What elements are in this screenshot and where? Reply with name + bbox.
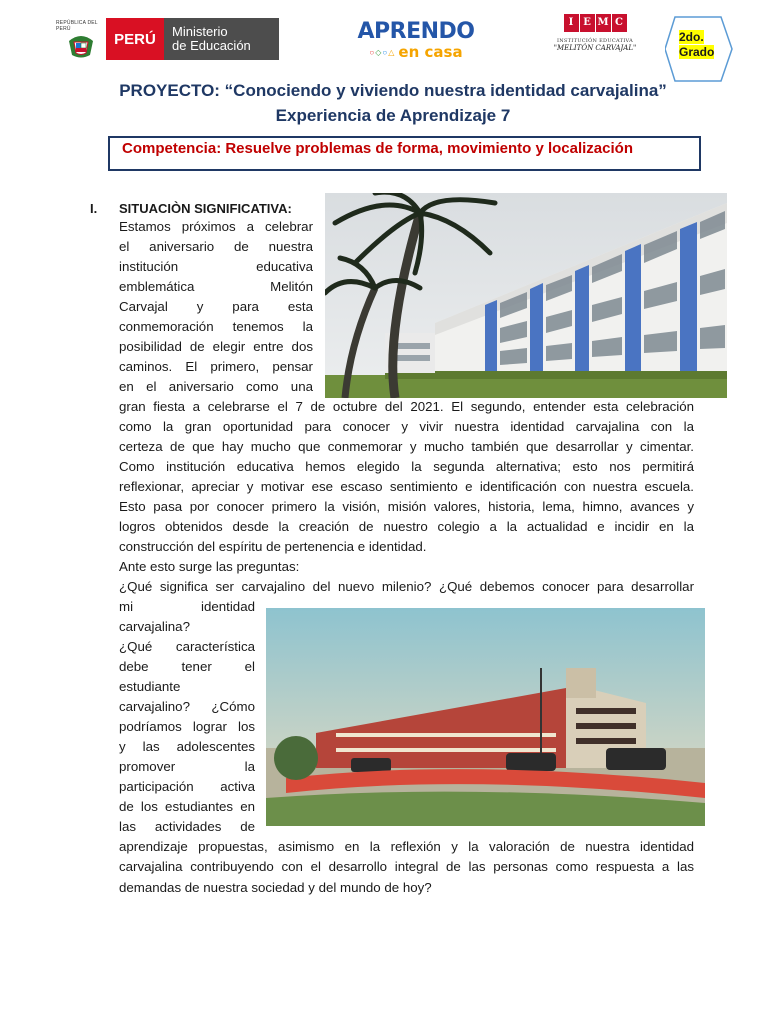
- body-line-25: carvajalino? ¿Cómo: [119, 699, 255, 714]
- body-line-33: carvajalina contribuyendo con el desarrollo integral de las personas como respuesta a las: [119, 859, 694, 874]
- body-line-17: construcción del espíritu de pertenencia e identidad.: [119, 539, 427, 554]
- body-line-15: Esto pasa por conocer primero la visión, misión valores, historia, lema, himno, avances y: [119, 499, 694, 514]
- body-line-21: carvajalina?: [119, 619, 190, 634]
- body-line-31: las actividades de: [119, 819, 255, 834]
- project-title: PROYECTO: “Conociendo y viviendo nuestra identidad carvajalina”: [119, 81, 667, 100]
- body-line-22: ¿Qué característica: [119, 639, 255, 654]
- aprendo-text: APRENDO: [357, 19, 475, 44]
- shield-caption: REPÚBLICA DEL PERÚ: [56, 19, 98, 32]
- school-building-photo: [325, 193, 727, 398]
- body-line-5: Carvajal y para esta: [119, 299, 313, 314]
- body-line-20: mi identidad: [119, 599, 255, 614]
- body-line-19: ¿Qué significa ser carvajalino del nuevo milenio? ¿Qué debemos conocer para desarrollar: [119, 579, 694, 594]
- body-line-18: Ante esto surge las preguntas:: [119, 559, 300, 574]
- body-line-34: demandas de nuestra sociedad y del mundo de hoy?: [119, 880, 432, 895]
- school-caption: INSTITUCIÓN EDUCATIVA: [556, 38, 634, 44]
- body-line-24: estudiante: [119, 679, 181, 694]
- minedu-logo: [56, 18, 279, 60]
- shapes-icon: ○◇○△: [369, 47, 396, 57]
- body-line-27: y las adolescentes: [119, 739, 255, 754]
- body-line-9: en el aniversario como una: [119, 379, 313, 394]
- body-line-6: conmemoración tenemos la: [119, 319, 313, 334]
- body-line-3: institución educativa: [119, 259, 313, 274]
- body-line-32: aprendizaje propuestas, asimismo en la reflexión y la valoración de nuestra identidad: [119, 839, 694, 854]
- body-line-11: como la gran oportunidad para conocer y vivir nuestra identidad carvajalina con la: [119, 419, 694, 434]
- body-line-14: reflexionar, apreciar y motivar ese escaso sentimiento e identificación con nuestra escuela.: [119, 479, 694, 494]
- body-line-30: de los estudiantes en: [119, 799, 255, 814]
- body-line-1: Estamos próximos a celebrar: [119, 219, 313, 234]
- aprendo-en-casa-logo: [348, 21, 484, 63]
- school-logo: [545, 12, 645, 72]
- grade-badge: [665, 16, 733, 82]
- body-line-26: podríamos lograr los: [119, 719, 255, 734]
- ministry-label: [164, 18, 279, 60]
- body-line-8: caminos. El primero, pensar: [119, 359, 313, 374]
- body-line-10: gran fiesta a celebrarse el 7 de octubre del 2021. El segundo, entender esta celebración: [119, 399, 694, 414]
- school-emblem-icon: I E M C: [564, 14, 627, 32]
- en-casa-text: en casa: [398, 43, 463, 61]
- body-line-16: logros obtenidos desde la creación de nuestro colegio a la actualidad e incidir en la: [119, 519, 694, 534]
- peru-label: PERÚ: [106, 18, 164, 60]
- grade-label: 2do. Grado: [679, 30, 715, 59]
- body-line-13: Como institución educativa hemos elegido la segunda alternativa; esto nos permitirá: [119, 459, 694, 474]
- body-line-7: posibilidad de elegir entre dos: [119, 339, 313, 354]
- vintage-school-postcard: [266, 608, 705, 826]
- ministry-line-1: Ministerio: [172, 24, 228, 39]
- school-name: "MELITÓN CARVAJAL": [553, 44, 637, 52]
- body-line-23: debe tener el: [119, 659, 255, 674]
- experience-title: Experiencia de Aprendizaje 7: [275, 106, 511, 125]
- body-line-29: participación activa: [119, 779, 255, 794]
- section-number: I.: [90, 201, 98, 216]
- body-line-2: el aniversario de nuestra: [119, 239, 313, 254]
- body-line-4: emblemática Melitón: [119, 279, 313, 294]
- competencia-box: Competencia: Resuelve problemas de forma, movimiento y localización: [108, 136, 701, 171]
- section-title: SITUACIÒN SIGNIFICATIVA:: [119, 201, 292, 216]
- body-line-12: certeza de que hay mucho que conmemorar y mucho también que desarrollar y cimentar.: [119, 439, 694, 454]
- ministry-line-2: de Educación: [172, 38, 251, 53]
- peru-coat-of-arms-icon: [56, 18, 106, 60]
- body-line-28: promover la: [119, 759, 255, 774]
